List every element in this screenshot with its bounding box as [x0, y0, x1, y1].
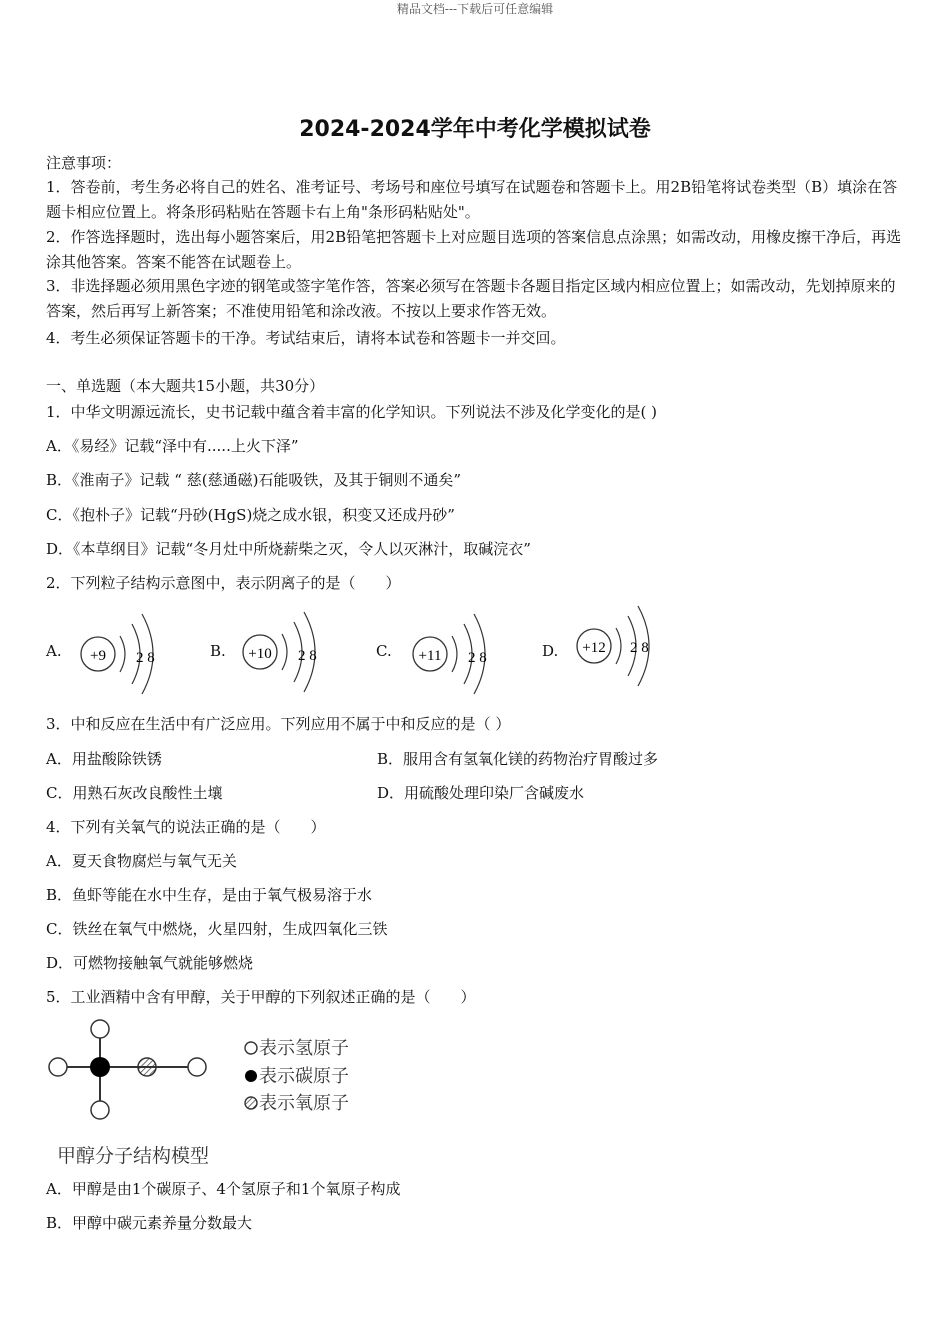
- atom-diagram-c: [410, 606, 520, 696]
- filled-circle-icon: [243, 1068, 259, 1084]
- q4-option-c: C．铁丝在氧气中燃烧，火星四射，生成四氧化三铁: [46, 920, 388, 938]
- q2-option-c-label: C.: [376, 642, 392, 660]
- q1-option-a: A．《易经》记载“泽中有.....上火下泽”: [46, 437, 299, 455]
- q2-option-b: [210, 606, 340, 696]
- q3-option-a: A．用盐酸除铁锈: [46, 750, 162, 768]
- q3-option-d: D．用硫酸处理印染厂含碱废水: [377, 784, 585, 802]
- notice-heading: 注意事项：: [46, 154, 122, 172]
- q2-option-d: [542, 600, 672, 690]
- q4-option-b: B．鱼虾等能在水中生存，是由于氧气极易溶于水: [46, 886, 373, 904]
- legend-hydrogen: [243, 1034, 349, 1060]
- q3-option-c: C．用熟石灰改良酸性土壤: [46, 784, 223, 802]
- q4-option-a: A．夏天食物腐烂与氧气无关: [46, 852, 237, 870]
- shells-b: 2 8: [298, 648, 317, 664]
- notice-item-1: 1．答卷前，考生务必将自己的姓名、准考证号、考场号和座位号填写在试题卷和答题卡上。用2B铅笔将试卷类型（B）填涂在答题卡相应位置上。将条形码粘贴在答题卡右上角"条形码粘贴处"。: [46, 178, 898, 221]
- hydrogen-atom-left: [49, 1058, 67, 1076]
- shells-c: 2 8: [468, 650, 487, 666]
- q4-stem: 4．下列有关氧气的说法正确的是（ ）: [46, 818, 326, 836]
- page-title: 2024-2024学年中考化学模拟试卷: [299, 117, 651, 142]
- q1-stem: 1．中华文明源远流长，史书记载中蕴含着丰富的化学知识。下列说法不涉及化学变化的是( ): [46, 403, 658, 421]
- q2-option-d-label: D.: [542, 642, 559, 660]
- model-caption: 甲醇分子结构模型: [57, 1145, 210, 1167]
- nucleus-b: +10: [248, 646, 272, 662]
- hollow-circle-icon: [243, 1040, 259, 1056]
- oxygen-atom: [138, 1058, 156, 1076]
- q2-option-c: [376, 606, 506, 696]
- nucleus-d: +12: [582, 640, 606, 656]
- legend-oxygen: [243, 1089, 349, 1115]
- shells-a: 2 8: [136, 650, 155, 666]
- q4-option-d: D．可燃物接触氧气就能够燃烧: [46, 954, 254, 972]
- nucleus-a: +9: [90, 648, 106, 664]
- atom-diagram-a: [78, 606, 188, 696]
- q5-option-a: A．甲醇是由1个碳原子、4个氢原子和1个氧原子构成: [46, 1180, 401, 1198]
- atom-diagram-b: [240, 606, 350, 696]
- q2-option-b-label: B.: [210, 642, 226, 660]
- legend-carbon: [243, 1062, 349, 1088]
- notice-item-4: 4．考生必须保证答题卡的干净。考试结束后，请将本试卷和答题卡一并交回。: [46, 329, 566, 347]
- shells-d: 2 8: [630, 640, 649, 656]
- q2-option-a: [46, 606, 176, 696]
- q5-stem: 5．工业酒精中含有甲醇，关于甲醇的下列叙述正确的是（ ）: [46, 988, 476, 1006]
- legend-hydrogen-label: 表示氢原子: [259, 1038, 349, 1059]
- hydrogen-atom-bottom: [91, 1101, 109, 1119]
- q5-option-b: B．甲醇中碳元素养量分数最大: [46, 1214, 253, 1232]
- hydrogen-atom-top: [91, 1020, 109, 1038]
- q2-option-a-label: A.: [46, 642, 62, 660]
- hatched-circle-icon: [243, 1095, 259, 1111]
- nucleus-c: +11: [418, 648, 442, 664]
- notice-item-2: 2．作答选择题时，选出每小题答案后，用2B铅笔把答题卡上对应题目选项的答案信息点涂黑；如需改动，用橡皮擦干净后，再选涂其他答案。答案不能答在试题卷上。: [46, 228, 902, 271]
- notice-item-3: 3．非选择题必须用黑色字迹的钢笔或签字笔作答，答案必须写在答题卡各题目指定区域内相应位置上；如需改动，先划掉原来的答案，然后再写上新答案；不准使用铅笔和涂改液。不按以上要求作答无效。: [46, 277, 896, 320]
- legend-oxygen-label: 表示氧原子: [259, 1093, 349, 1114]
- legend-carbon-label: 表示碳原子: [259, 1066, 349, 1087]
- hydrogen-atom-right: [188, 1058, 206, 1076]
- q1-option-b: B．《淮南子》记载 “ 慈(慈通磁)石能吸铁，及其于铜则不通矣”: [46, 471, 462, 489]
- carbon-atom: [90, 1057, 110, 1077]
- atom-diagram-d: [574, 600, 684, 690]
- q3-stem: 3．中和反应在生活中有广泛应用。下列应用不属于中和反应的是（ ）: [46, 715, 511, 733]
- q1-option-c: C．《抱朴子》记载“丹砂(HgS)烧之成水银，积变又还成丹砂”: [46, 506, 455, 524]
- q2-stem: 2．下列粒子结构示意图中，表示阴离子的是（ ）: [46, 574, 401, 592]
- q1-option-d: D．《本草纲目》记载“冬月灶中所烧薪柴之灭，令人以灭淋汁，取碱浣衣”: [46, 540, 531, 558]
- page-header: 精品文档---下载后可任意编辑: [396, 2, 554, 16]
- section-heading: 一、单选题（本大题共15小题，共30分）: [46, 377, 325, 395]
- methanol-model-diagram: [44, 1016, 224, 1126]
- q3-option-b: B．服用含有氢氧化镁的药物治疗胃酸过多: [377, 750, 659, 768]
